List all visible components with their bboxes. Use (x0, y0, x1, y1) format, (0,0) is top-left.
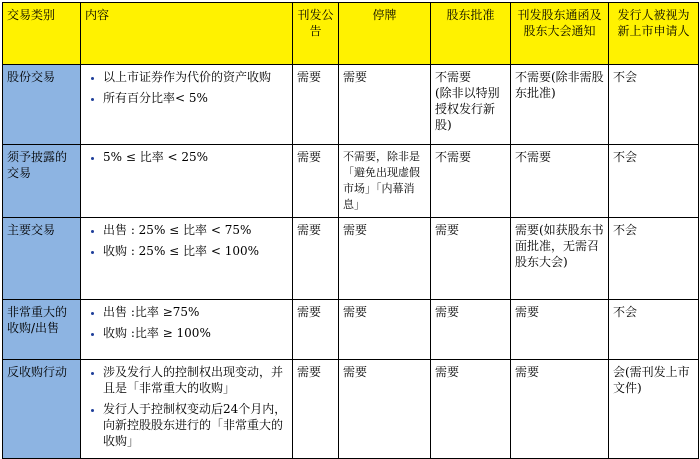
header-suspend: 停牌 (339, 3, 431, 65)
header-announce: 刊发公告 (293, 3, 339, 65)
header-content: 内容 (81, 3, 293, 65)
cell-content (81, 360, 293, 459)
header-approval: 股东批准 (431, 3, 511, 65)
cell-type: 须予披露的交易 (3, 145, 81, 218)
cell-approval: 不需要 (431, 145, 511, 218)
cell-suspend: 需要 (339, 300, 431, 360)
header-row (3, 3, 699, 65)
content-list (85, 364, 288, 449)
list-item: • 5% ≤ 比率 < 25% (103, 149, 288, 165)
cell-type: 反收购行动 (3, 360, 81, 459)
cell-approval: 需要 (431, 360, 511, 459)
list-item: • 收购 : 25% ≤ 比率 < 100% (103, 243, 288, 259)
cell-listing: 不会 (609, 145, 699, 218)
cell-listing: 不会 (609, 65, 699, 145)
list-item: • 出售 :比率 ≥75% (103, 304, 288, 320)
header-listing: 发行人被视为新上市申请人 (609, 3, 699, 65)
content-list (85, 222, 288, 259)
cell-suspend: 需要 (339, 65, 431, 145)
cell-content (81, 300, 293, 360)
cell-approval: 需要 (431, 218, 511, 300)
cell-content (81, 145, 293, 218)
cell-announce: 需要 (293, 300, 339, 360)
cell-circular: 需要 (511, 300, 609, 360)
cell-suspend: 需要 (339, 360, 431, 459)
cell-content (81, 65, 293, 145)
cell-suspend: 不需要，除非是「避免出现虚假市场」「内幕消息」 (339, 145, 431, 218)
cell-listing: 不会 (609, 300, 699, 360)
cell-announce: 需要 (293, 360, 339, 459)
content-list (85, 69, 288, 106)
list-item: • 发行人于控制权变动后24个月内，向新控股股东进行的「非常重大的收购」 (103, 401, 288, 449)
list-item: • 以上市证券作为代价的资产收购 (103, 69, 288, 85)
table-row (3, 218, 699, 300)
cell-type: 股份交易 (3, 65, 81, 145)
table-row (3, 300, 699, 360)
cell-listing: 会(需刊发上市文件) (609, 360, 699, 459)
list-item: • 收购 :比率 ≥ 100% (103, 325, 288, 341)
cell-type: 非常重大的收购/出售 (3, 300, 81, 360)
transaction-rules-table (2, 2, 699, 459)
cell-announce: 需要 (293, 218, 339, 300)
content-list (85, 304, 288, 341)
list-item: • 涉及发行人的控制权出现变动，并且是「非常重大的收购」 (103, 364, 288, 396)
cell-announce: 需要 (293, 145, 339, 218)
cell-approval: 不需要 (除非以特别授权发行新股) (431, 65, 511, 145)
header-type: 交易类别 (3, 3, 81, 65)
list-item: • 出售 : 25% ≤ 比率 < 75% (103, 222, 288, 238)
table-row (3, 65, 699, 145)
cell-content (81, 218, 293, 300)
cell-approval: 需要 (431, 300, 511, 360)
cell-circular: 需要 (511, 360, 609, 459)
content-list (85, 149, 288, 165)
list-item: • 所有百分比率< 5% (103, 90, 288, 106)
cell-suspend: 需要 (339, 218, 431, 300)
header-circular: 刊发股东通函及股东大会通知 (511, 3, 609, 65)
cell-circular: 不需要 (511, 145, 609, 218)
cell-circular: 不需要(除非需股东批准) (511, 65, 609, 145)
table-row (3, 145, 699, 218)
cell-circular: 需要(如获股东书面批准，无需召股东大会) (511, 218, 609, 300)
table-row (3, 360, 699, 459)
cell-announce: 需要 (293, 65, 339, 145)
cell-listing: 不会 (609, 218, 699, 300)
cell-type: 主要交易 (3, 218, 81, 300)
